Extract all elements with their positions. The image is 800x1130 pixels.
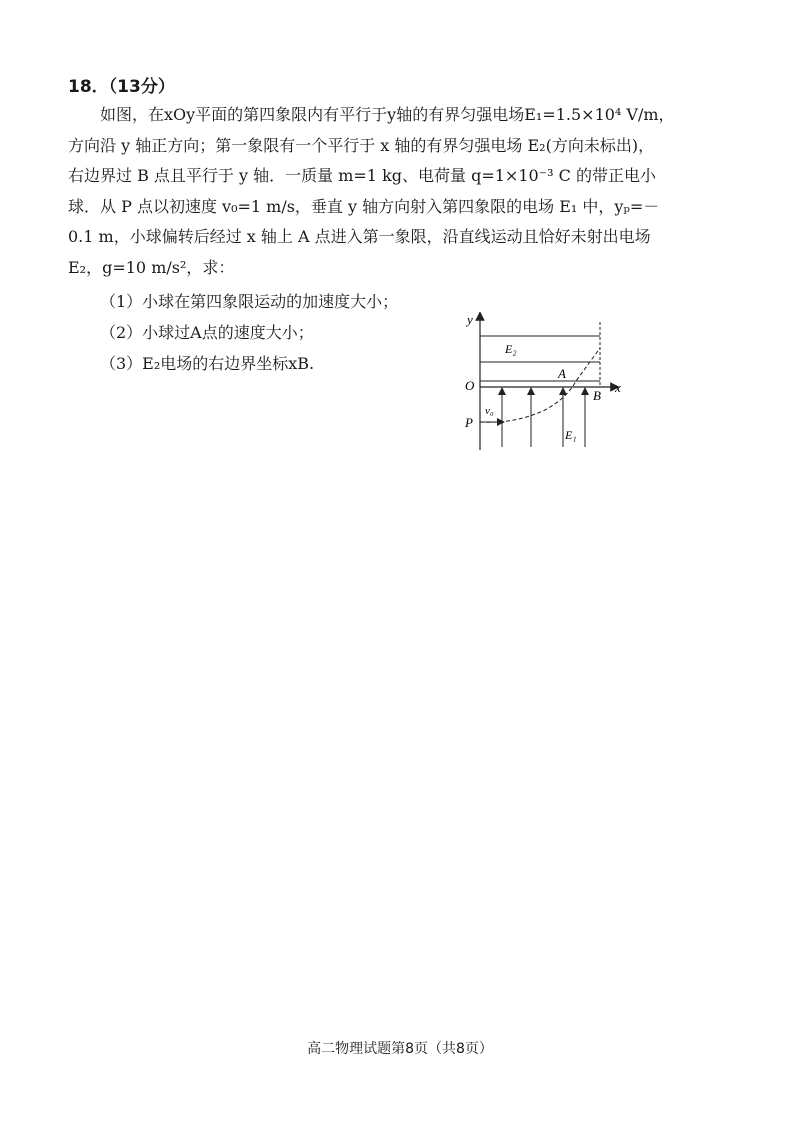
- statement-line: 0.1 m，小球偏转后经过 x 轴上 A 点进入第一象限，沿直线运动且恰好未射出电场: [68, 227, 651, 246]
- field-diagram: [455, 312, 635, 452]
- statement-line: 如图，在xOy平面的第四象限内有平行于y轴的有界匀强电场E₁=1.5×10⁴ V/m，: [100, 105, 675, 124]
- v0-label: v₀: [485, 405, 494, 417]
- x-axis-label: x: [615, 380, 621, 395]
- statement-line: 方向沿 y 轴正方向；第一象限有一个平行于 x 轴的有界匀强电场 E₂(方向未标出)，: [68, 135, 655, 155]
- origin-label: O: [465, 378, 475, 393]
- trajectory-curve: [480, 348, 600, 422]
- e2-label: E₂: [505, 342, 517, 356]
- problem-statement: [68, 100, 750, 283]
- statement-line: 右边界过 B 点且平行于 y 轴．一质量 m=1 kg、电荷量 q=1×10⁻³ C 的带正电小: [68, 166, 656, 185]
- point-p-label: P: [465, 415, 473, 430]
- question-1: （1）小球在第四象限运动的加速度大小；: [100, 292, 399, 311]
- point-a-label: A: [558, 366, 566, 381]
- statement-line: 球．从 P 点以初速度 v₀=1 m/s，垂直 y 轴方向射入第四象限的电场 E₁ 中，yₚ=－: [68, 196, 660, 216]
- statement-line: E₂，g=10 m/s²，求：: [68, 257, 235, 277]
- e1-label: E₁: [565, 428, 577, 442]
- y-axis-label: y: [467, 312, 473, 327]
- question-list: [100, 286, 398, 379]
- problem-number: 18．（13分）: [68, 77, 175, 97]
- page-footer: 高二物理试题第8页（共8页）: [307, 1041, 493, 1057]
- point-b-label: B: [593, 388, 601, 403]
- question-3: （3）E₂电场的右边界坐标xB.: [100, 354, 315, 373]
- question-2: （2）小球过A点的速度大小；: [100, 323, 314, 342]
